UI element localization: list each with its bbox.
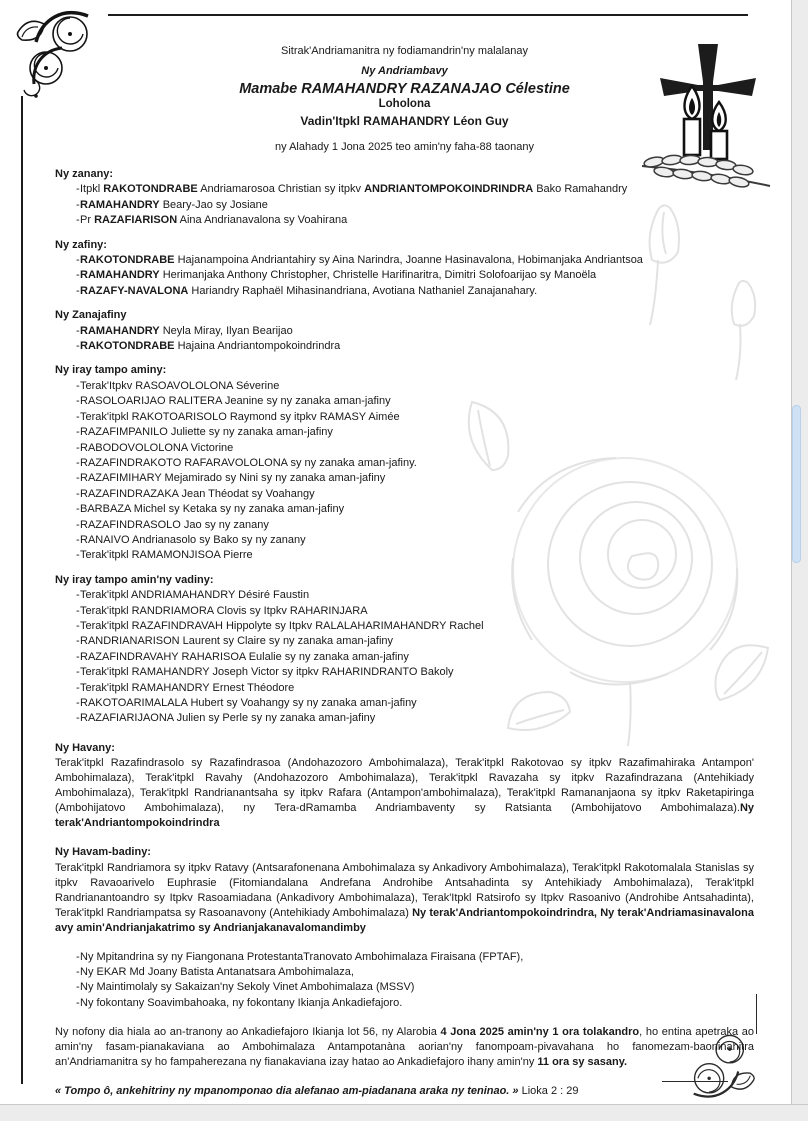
dash-bullet: - (76, 996, 80, 1009)
text-run: RAZAFINDRAVAHY RAHARISOA Eulalie sy ny zanaka aman-jafiny (80, 650, 409, 663)
text-run: RAZAFINDRAZAKA Jean Théodat sy Voahangy (80, 487, 315, 500)
list-item (55, 182, 754, 197)
list-item (55, 533, 754, 548)
list-item-text (80, 213, 754, 228)
dash-bullet: - (76, 254, 80, 267)
dash-bullet: - (76, 604, 80, 617)
list-item (55, 379, 754, 394)
list-item (55, 965, 754, 980)
list-item-text (80, 696, 754, 711)
list-item (55, 650, 754, 665)
list-item-text (80, 548, 754, 563)
paragraph (55, 756, 754, 831)
text-run: RABODOVOLOLONA Victorine (80, 441, 234, 454)
text-run: Hariandry Raphaël Mihasinandriana, Avotiana Nathaniel Zanajanahary. (188, 284, 538, 297)
list-item-text (80, 681, 754, 696)
dash-bullet: - (76, 472, 80, 485)
text-run: RAKOTONDRABE (103, 183, 198, 196)
dash-bullet: - (76, 214, 80, 227)
list-item (55, 980, 754, 995)
dash-bullet: - (76, 518, 80, 531)
dash-bullet: - (76, 456, 80, 469)
text-run: Terak'itpkl RANDRIAMORA Clovis sy Itpkv RAHARINJARA (80, 604, 368, 617)
section-relatives-in-law (55, 845, 754, 935)
dash-bullet: - (76, 426, 80, 439)
text-run: 11 ora sy sasany. (537, 1056, 628, 1069)
dash-bullet: - (76, 712, 80, 725)
text-run: Itpkl (80, 183, 104, 196)
list-item-text (80, 665, 754, 680)
section-grandchildren (55, 238, 754, 300)
dash-bullet: - (76, 441, 80, 454)
list-item (55, 950, 754, 965)
paragraph (55, 861, 754, 936)
text-run: RAZAFY-NAVALONA (80, 284, 189, 297)
list-item (55, 696, 754, 711)
list-item (55, 339, 754, 354)
dash-bullet: - (76, 681, 80, 694)
honorific-line: Ny Andriambavy (361, 65, 448, 77)
list-item (55, 634, 754, 649)
dash-bullet: - (76, 503, 80, 516)
text-run: Terak'itpkl RAMAHANDRY Ernest Théodore (80, 681, 295, 694)
list-item (55, 253, 754, 268)
text-run: Terak'itpkl RAKOTOARISOLO Raymond sy itpkv RAMASY Aimée (80, 410, 400, 423)
dash-bullet: - (76, 487, 80, 500)
section-community (55, 950, 754, 1012)
list-item (55, 410, 754, 425)
list-item (55, 425, 754, 440)
list-item-text (80, 711, 754, 726)
dash-bullet: - (76, 379, 80, 392)
text-run: Terak'itpkl RAMAMONJISOA Pierre (80, 549, 253, 562)
text-run: RAZAFIARISON (94, 214, 178, 227)
list-item-text (80, 394, 754, 409)
list-item-text (80, 950, 754, 965)
text-run: RAZAFINDRASOLO Jao sy ny zanany (80, 518, 269, 531)
list-item-text (80, 379, 754, 394)
list-item-text (80, 471, 754, 486)
dash-bullet: - (76, 410, 80, 423)
list-item-text (80, 324, 754, 339)
list-item (55, 548, 754, 563)
dash-bullet: - (76, 340, 80, 353)
list-item-text (80, 441, 754, 456)
text-run: Andriamarosoa Christian sy itpkv (197, 183, 365, 196)
text-run: Ny terak'Andriantompokoindrindra, Ny terak'Andriamasinavalona avy amin'Andrianjakatrimo sy Andrianjakanavalomandimby (55, 906, 754, 934)
list-item (55, 665, 754, 680)
list-item (55, 441, 754, 456)
document-content (55, 0, 754, 1099)
section-heading: Ny iray tampo aminy: (55, 364, 167, 377)
section-heading: Ny Zanajafiny (55, 309, 127, 322)
list-item-text (80, 604, 754, 619)
section-relatives (55, 741, 754, 831)
text-run: Ny Maintimolaly sy Sakaizan'ny Sekoly Vinet Ambohimalaza (MSSV) (80, 981, 415, 994)
text-run: Ny terak'Andriantompokoindrindra (55, 802, 754, 830)
list-item-text (80, 339, 754, 354)
text-run: Terak'itpkl ANDRIAMAHANDRY Désiré Faustin (80, 589, 310, 602)
list-item-text (80, 253, 754, 268)
list-item (55, 471, 754, 486)
spouse-line: Vadin'Itpkl RAMAHANDRY Léon Guy (300, 114, 509, 128)
text-run: Terak'itpkl Razafindrasolo sy Razafindrasoa (Andohazozoro Ambohimalaza), Terak'itpkl Rakotovao sy itpkv Razafimahiraka Antampon' Ambohimalaza), Terak'itpkl Ravahy (Andohazozoro Ambohimalaza), Terak'itpkl Ravazaha sy itpkv Razafindrazana (Antehikiady Ambohimalaza), Terak'itpkl Randrianantsaha sy itpkv Rafara (Antampon'ambohimalaza), Terak'itpkl Ramananjaona sy itpkv Raketapiringa (Ambohijatovo Ambohimalaza), ny Tera-dRamamba Andriambaventy sy Ratsianta (Ambohijatovo Ambohimalaza). (55, 757, 754, 815)
text-run: Terak'itpkl RAMAHANDRY Joseph Victor sy itpkv RAHARINDRANTO Bakoly (80, 666, 454, 679)
document-header (55, 0, 754, 153)
list-item (55, 619, 754, 634)
text-run: RAZAFIARIJAONA Julien sy Perle sy ny zanaka aman-jafiny (80, 712, 376, 725)
text-run: Neyla Miray, Ilyan Bearijao (159, 324, 293, 337)
dash-bullet: - (76, 650, 80, 663)
text-run: RAKOTOARIMALALA Hubert sy Voahangy sy ny zanaka aman-jafiny (80, 697, 417, 709)
text-run: Aina Andrianavalona sy Voahirana (177, 214, 348, 227)
text-run: Ny fokontany Soavimbahoaka, ny fokontany Ikianja Ankadiefajoro. (80, 996, 403, 1009)
text-run: Beary-Jao sy Josiane (159, 198, 268, 211)
dash-bullet: - (76, 183, 80, 196)
text-run: Pr (80, 214, 95, 227)
list-item-text (80, 650, 754, 665)
dash-bullet: - (76, 324, 80, 337)
title-line: Loholona (378, 98, 431, 110)
dash-bullet: - (76, 589, 80, 602)
text-run: ANDRIANTOMPOKOINDRINDRA (364, 183, 534, 196)
left-border-line (21, 96, 23, 1084)
list-item-text (80, 965, 754, 980)
section-heading: Ny Havany: (55, 741, 115, 754)
list-item-text (80, 996, 754, 1011)
section-funeral-announcement (55, 1025, 754, 1070)
text-run: Hajanampoina Andriantahiry sy Aina Narindra, Joanne Hasinavalona, Hobimanjaka Andriantsoa (174, 254, 643, 267)
dash-bullet: - (76, 533, 80, 546)
dash-bullet: - (76, 697, 80, 709)
text-run: RANAIVO Andrianasolo sy Bako sy ny zanany (80, 533, 306, 546)
text-run: Herimanjaka Anthony Christopher, Christelle Harifinaritra, Dimitri Solofoarijao sy Manoëla (159, 269, 597, 282)
document-sections (55, 167, 754, 1099)
list-item-text (80, 182, 754, 197)
dash-bullet: - (76, 269, 80, 282)
text-run: Terak'itpkl Randriamora sy itpkv Ratavy (Antsarafonenana Ambohimalaza sy Ankadivory Ambohimalaza), Terak'itpkl Rakotomalala Stanislas sy itpkv Ravaoarivelo Euphrasie (Fitomiandalana Andrefana Androhibe Antsahadinta sy Antehikiady Ambohimalaza), Terak'itpkl Randrianantoandro sy Itpkv Rasoamiadana (Ankadivory Ambohimalaza), Terak'Itpkl Ratsirofo sy Itpkv Rasoanivo (Androhibe Antsahadinta), Terak'itpkl Randriampatsa sy Rasoanavony (Antehikiady Ambohimalaza) (55, 861, 754, 919)
section-heading: Ny Havam-badiny: (55, 846, 151, 859)
text-run: Ny Mpitandrina sy ny Fiangonana ProtestantaTranovato Ambohimalaza Firaisana (FPTAF), (80, 950, 524, 963)
section-heading: Ny zafiny: (55, 238, 107, 251)
section-great-grandchildren (55, 308, 754, 354)
list-item-text (80, 268, 754, 283)
list-item-text (80, 518, 754, 533)
text-run: RAMAHANDRY (80, 198, 160, 211)
page-edge-bottom (0, 1104, 808, 1121)
text-run: « Tompo ô, ankehitriny ny mpanomponao dia alefanao am-piadanana araka ny teninao. » (55, 1085, 519, 1098)
list-item (55, 996, 754, 1011)
dash-bullet: - (76, 395, 80, 408)
dash-bullet: - (76, 981, 80, 994)
list-item (55, 284, 754, 299)
list-item (55, 681, 754, 696)
text-run: , ho entina apetraka ao amin'ny fasam-pianakaviana ao Ambohimalaza Antampotanàna aorian'ny fanompoam-pivavahana ho fanomezam-baoninahitra an'Andriamanitra sy ho fampaherezana ny fianakaviana izay hatao ao Ankadiefajoro ihany amin'ny (55, 1026, 754, 1069)
text-run: Lioka 2 : 29 (518, 1085, 579, 1098)
list-item-text (80, 533, 754, 548)
list-item-text (80, 198, 754, 213)
section-siblings-in-law (55, 573, 754, 727)
text-run: RAKOTONDRABE (80, 340, 175, 353)
death-date-line: ny Alahady 1 Jona 2025 teo amin'ny faha-88 taonany (275, 141, 534, 153)
section-heading: Ny zanany: (55, 168, 114, 180)
text-run: RAMAHANDRY (80, 269, 160, 282)
text-run: BARBAZA Michel sy Ketaka sy ny zanaka aman-jafiny (80, 503, 345, 516)
text-run: Ny EKAR Md Joany Batista Antanatsara Ambohimalaza, (80, 966, 354, 979)
section-siblings (55, 363, 754, 563)
list-item-text (80, 980, 754, 995)
list-item (55, 456, 754, 471)
paragraph (55, 1025, 754, 1070)
list-item-text (80, 410, 754, 425)
text-run: RAZAFIMPANILO Juliette sy ny zanaka aman-jafiny (80, 426, 333, 439)
list-item (55, 588, 754, 603)
deceased-name: Mamabe RAMAHANDRY RAZANAJAO Célestine (239, 81, 570, 97)
dash-bullet: - (76, 950, 80, 963)
scrollbar-thumb[interactable] (792, 405, 801, 563)
text-run: RAKOTONDRABE (80, 254, 175, 267)
dash-bullet: - (76, 284, 80, 297)
list-item (55, 268, 754, 283)
list-item-text (80, 634, 754, 649)
text-run: Terak'itpkl RAZAFINDRAVAH Hippolyte sy Itpkv RALALAHARIMAHANDRY Rachel (80, 619, 484, 632)
text-run: Terak'Itpkv RASOAVOLOLONA Séverine (80, 379, 280, 392)
text-run: RAZAFIMIHARY Mejamirado sy Nini sy ny zanaka aman-jafiny (80, 472, 386, 485)
list-item-text (80, 284, 754, 299)
text-run: RASOLOARIJAO RALITERA Jeanine sy ny zanaka aman-jafiny (80, 395, 391, 408)
text-run: RAZAFINDRAKOTO RAFARAVOLOLONA sy ny zanaka aman-jafiny. (80, 456, 417, 469)
list-item-text (80, 487, 754, 502)
list-item (55, 198, 754, 213)
list-item (55, 324, 754, 339)
list-item (55, 502, 754, 517)
dash-bullet: - (76, 549, 80, 562)
list-item (55, 213, 754, 228)
dash-bullet: - (76, 635, 80, 648)
dash-bullet: - (76, 966, 80, 979)
list-item-text (80, 456, 754, 471)
text-run: Ny nofony dia hiala ao an-tranony ao Ankadiefajoro Ikianja lot 56, ny Alarobia (55, 1026, 441, 1039)
list-item-text (80, 502, 754, 517)
dash-bullet: - (76, 666, 80, 679)
list-item (55, 487, 754, 502)
list-item-text (80, 619, 754, 634)
opening-line: Sitrak'Andriamanitra ny fodiamandrin'ny malalanay (281, 45, 528, 57)
text-run: RANDRIANARISON Laurent sy Claire sy ny zanaka aman-jafiny (80, 635, 394, 648)
text-run: Bako Ramahandry (533, 183, 628, 196)
text-run: 4 Jona 2025 amin'ny 1 ora tolakandro (440, 1026, 640, 1039)
dash-bullet: - (76, 198, 80, 211)
list-item-text (80, 425, 754, 440)
list-item (55, 604, 754, 619)
list-item (55, 518, 754, 533)
list-item-text (80, 588, 754, 603)
scripture-quote (55, 1084, 754, 1099)
text-run: Hajaina Andriantompokoindrindra (174, 340, 341, 353)
section-children (55, 167, 754, 229)
section-heading: Ny iray tampo amin'ny vadiny: (55, 573, 214, 586)
text-run: RAMAHANDRY (80, 324, 160, 337)
dash-bullet: - (76, 619, 80, 632)
list-item (55, 711, 754, 726)
section-scripture (55, 1084, 754, 1099)
list-item (55, 394, 754, 409)
